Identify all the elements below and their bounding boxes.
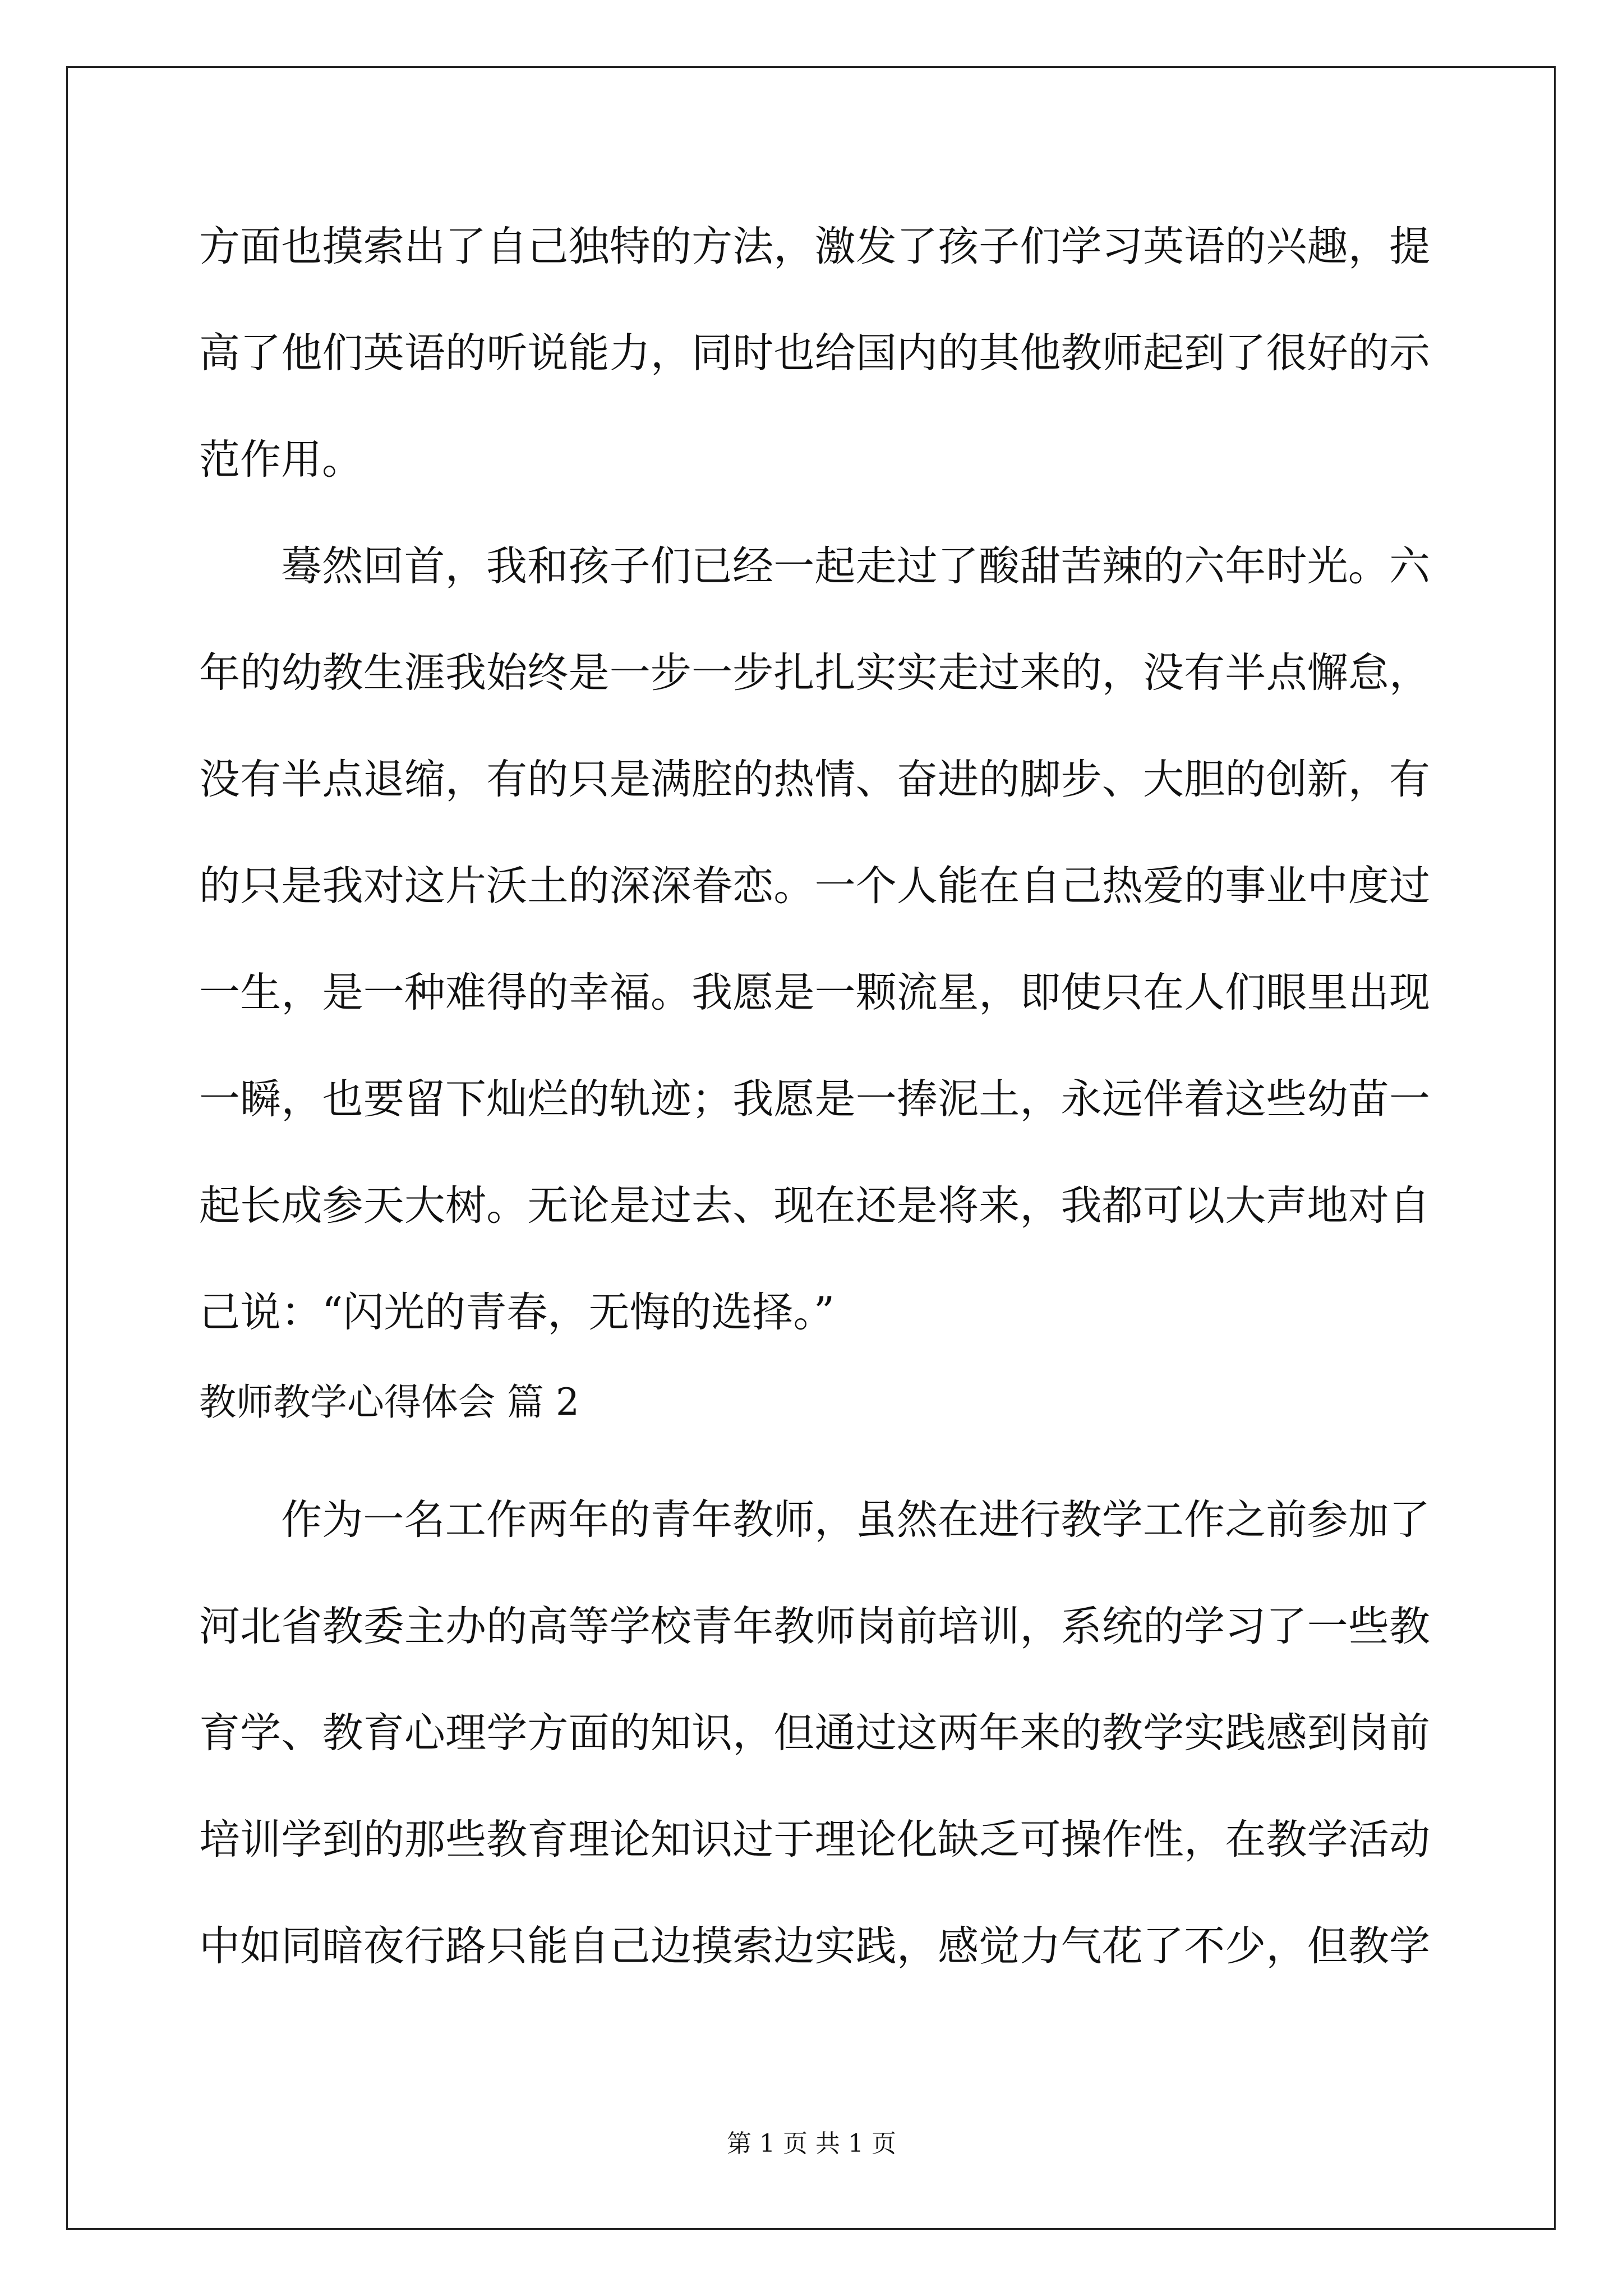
text-line: 年的幼教生涯我始终是一步一步扎扎实实走过来的，没有半点懈怠，	[199, 649, 1430, 697]
page-border	[66, 66, 1556, 2230]
text-line: 高了他们英语的听说能力，同时也给国内的其他教师起到了很好的示	[199, 329, 1430, 377]
text-line: 育学、教育心理学方面的知识，但通过这两年来的教学实践感到岗前	[199, 1709, 1430, 1757]
text-line: 蓦然回首，我和孩子们已经一起走过了酸甜苦辣的六年时光。六	[281, 542, 1430, 590]
text-line: 己说：“闪光的青春，无悔的选择。”	[199, 1289, 835, 1336]
text-line: 作为一名工作两年的青年教师，虽然在进行教学工作之前参加了	[281, 1496, 1430, 1544]
page-footer: 第 1 页 共 1 页	[727, 2129, 896, 2158]
text-line: 河北省教委主办的高等学校青年教师岗前培训，系统的学习了一些教	[199, 1603, 1430, 1650]
section-heading: 教师教学心得体会 篇 2	[199, 1381, 579, 1424]
text-line: 一生，是一种难得的幸福。我愿是一颗流星，即使只在人们眼里出现	[199, 969, 1430, 1016]
text-line: 中如同暗夜行路只能自己边摸索边实践，感觉力气花了不少，但教学	[199, 1922, 1430, 1970]
text-line: 没有半点退缩，有的只是满腔的热情、奋进的脚步、大胆的创新，有	[199, 756, 1430, 803]
text-line: 起长成参天大树。无论是过去、现在还是将来，我都可以大声地对自	[199, 1182, 1430, 1230]
text-line: 范作用。	[199, 436, 363, 484]
text-line: 的只是我对这片沃土的深深眷恋。一个人能在自己热爱的事业中度过	[199, 862, 1430, 910]
text-line: 培训学到的那些教育理论知识过于理论化缺乏可操作性，在教学活动	[199, 1816, 1430, 1864]
text-line: 一瞬，也要留下灿烂的轨迹；我愿是一捧泥土，永远伴着这些幼苗一	[199, 1075, 1430, 1123]
text-line: 方面也摸索出了自己独特的方法，激发了孩子们学习英语的兴趣，提	[199, 223, 1430, 270]
